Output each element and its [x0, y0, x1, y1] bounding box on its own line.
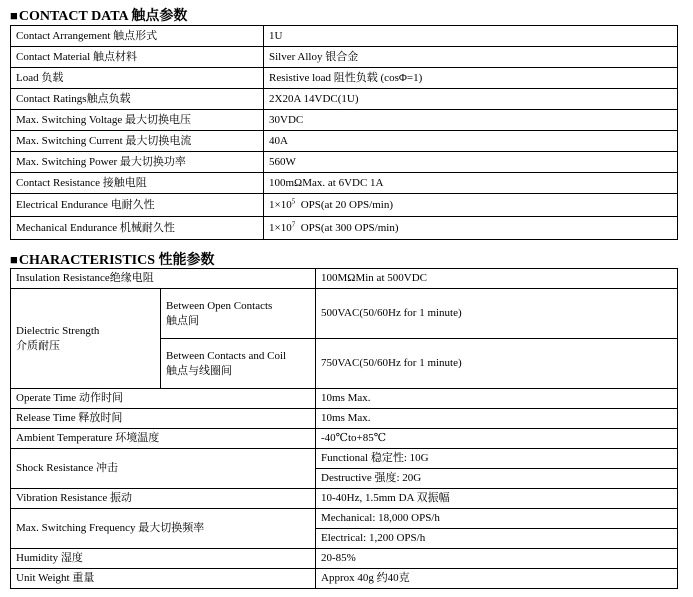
table-row: [11, 429, 678, 449]
characteristics-table: [10, 268, 678, 589]
frequency-electrical-value: Electrical: 1,200 OPS/h: [316, 529, 678, 549]
table-row: [11, 110, 678, 131]
release-time-value: 10ms Max.: [316, 409, 678, 429]
endurance-exp: 7: [291, 219, 296, 228]
contact-row-label: Max. Switching Power 最大切换功率: [11, 152, 264, 173]
table-row: [11, 269, 678, 289]
table-row: [11, 47, 678, 68]
shock-destructive-value: Destructive 强度: 20G: [316, 469, 678, 489]
contact-data-heading: ■CONTACT DATA 触点参数: [10, 8, 188, 24]
table-row: [11, 131, 678, 152]
characteristics-title: CHARACTERISTICS 性能参数: [18, 253, 215, 268]
table-row: [11, 489, 678, 509]
table-row: [11, 449, 678, 469]
endurance-suffix: OPS(at 20 OPS/min): [295, 198, 394, 211]
endurance-prefix: 1×10: [269, 198, 292, 211]
insulation-value: 100MΩMin at 500VDC: [316, 269, 678, 289]
contact-row-value: 1U: [264, 26, 678, 47]
shock-label: Shock Resistance 冲击: [11, 449, 316, 489]
contact-row-label: Contact Resistance 接触电阻: [11, 173, 264, 194]
table-row: [11, 68, 678, 89]
operate-time-label: Operate Time 动作时间: [11, 389, 316, 409]
endurance-value: [264, 217, 678, 240]
table-row: [11, 569, 678, 589]
endurance-label: Electrical Endurance 电耐久性: [11, 194, 264, 217]
table-row: [11, 194, 678, 217]
dielectric-label: Dielectric Strength 介质耐压: [11, 289, 161, 389]
ambient-temperature-label: Ambient Temperature 环境温度: [11, 429, 316, 449]
humidity-value: 20-85%: [316, 549, 678, 569]
release-time-label: Release Time 释放时间: [11, 409, 316, 429]
table-row: [11, 509, 678, 529]
shock-functional-value: Functional 稳定性: 10G: [316, 449, 678, 469]
endurance-value: [264, 194, 678, 217]
switching-frequency-label: Max. Switching Frequency 最大切换频率: [11, 509, 316, 549]
characteristics-heading: ■CHARACTERISTICS 性能参数: [10, 252, 215, 268]
contact-row-value: Silver Alloy 银合金: [264, 47, 678, 68]
table-row: [11, 289, 678, 339]
insulation-label: Insulation Resistance绝缘电阻: [11, 269, 316, 289]
contact-row-label: Max. Switching Current 最大切换电流: [11, 131, 264, 152]
vibration-label: Vibration Resistance 振动: [11, 489, 316, 509]
contact-data-table: [10, 25, 678, 240]
endurance-suffix: OPS(at 300 OPS/min): [295, 221, 399, 234]
dielectric-open-value: 500VAC(50/60Hz for 1 minute): [316, 289, 678, 339]
contact-row-label: Contact Ratings触点负载: [11, 89, 264, 110]
dielectric-coil-label: Between Contacts and Coil 触点与线圈间: [161, 339, 316, 389]
table-row: [11, 549, 678, 569]
table-row: [11, 173, 678, 194]
endurance-exp: 5: [291, 196, 296, 205]
vibration-value: 10-40Hz, 1.5mm DA 双振幅: [316, 489, 678, 509]
contact-row-value: 560W: [264, 152, 678, 173]
contact-row-label: Max. Switching Voltage 最大切换电压: [11, 110, 264, 131]
ambient-temperature-value: -40℃to+85℃: [316, 429, 678, 449]
contact-row-label: Load 负载: [11, 68, 264, 89]
table-row: [11, 217, 678, 240]
contact-row-value: 30VDC: [264, 110, 678, 131]
humidity-label: Humidity 湿度: [11, 549, 316, 569]
contact-row-value: 40A: [264, 131, 678, 152]
dielectric-open-label: Between Open Contacts 触点间: [161, 289, 316, 339]
endurance-prefix: 1×10: [269, 221, 292, 234]
contact-row-label: Contact Arrangement 触点形式: [11, 26, 264, 47]
table-row: [11, 26, 678, 47]
contact-row-label: Contact Material 触点材料: [11, 47, 264, 68]
table-row: [11, 89, 678, 110]
endurance-label: Mechanical Endurance 机械耐久性: [11, 217, 264, 240]
dielectric-coil-value: 750VAC(50/60Hz for 1 minute): [316, 339, 678, 389]
contact-row-value: 100mΩMax. at 6VDC 1A: [264, 173, 678, 194]
table-row: [11, 152, 678, 173]
contact-row-value: 2X20A 14VDC(1U): [264, 89, 678, 110]
table-row: [11, 409, 678, 429]
frequency-mechanical-value: Mechanical: 18,000 OPS/h: [316, 509, 678, 529]
unit-weight-value: Approx 40g 约40克: [316, 569, 678, 589]
table-row: [11, 389, 678, 409]
operate-time-value: 10ms Max.: [316, 389, 678, 409]
contact-data-title: CONTACT DATA 触点参数: [18, 9, 188, 24]
unit-weight-label: Unit Weight 重量: [11, 569, 316, 589]
contact-row-value: Resistive load 阻性负载 (cosΦ=1): [264, 68, 678, 89]
